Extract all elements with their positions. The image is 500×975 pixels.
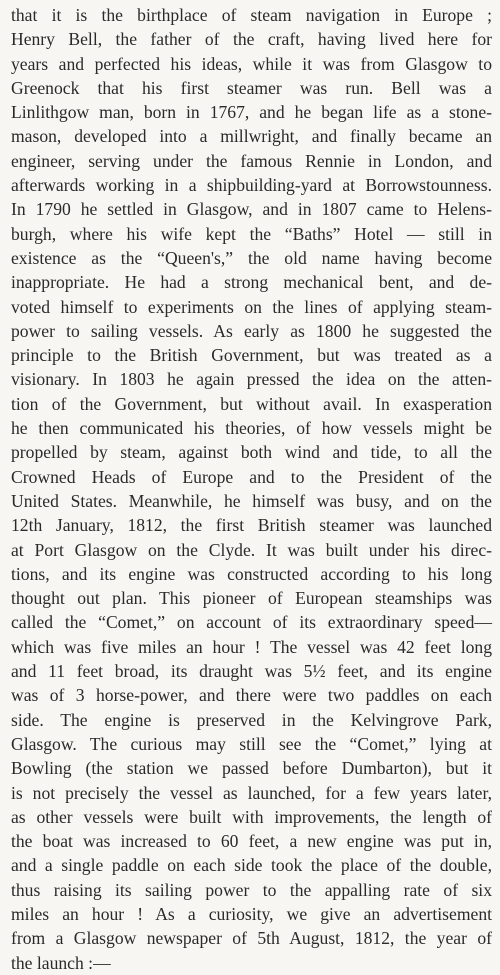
- text-line: Glasgow. The curious may still see the “Comet,” lying at: [11, 733, 492, 754]
- text-line: voted himself to experiments on the lines of applying steam-: [11, 296, 492, 317]
- text-line: side. The engine is preserved in the Kelvingrove Park,: [11, 709, 492, 730]
- text-line: visionary. In 1803 he again pressed the idea on the atten-: [11, 369, 492, 390]
- text-line: is not precisely the vessel as launched, for a few years later,: [11, 782, 492, 803]
- text-line: years and perfected his ideas, while it was from Glasgow to: [11, 53, 492, 74]
- text-line: and 11 feet broad, its draught was 5½ feet, and its engine: [11, 661, 492, 682]
- text-line: tions, and its engine was constructed according to his long: [11, 563, 492, 584]
- text-line: was of 3 horse-power, and there were two paddles on each: [11, 685, 492, 706]
- text-line: that it is the birthplace of steam navigation in Europe ;: [11, 5, 492, 25]
- text-line: thought out plan. This pioneer of European steamships was: [11, 588, 492, 609]
- text-line: at Port Glasgow on the Clyde. It was built under his direc-: [11, 539, 492, 560]
- text-line: tion of the Government, but without avail. In exasperation: [11, 393, 492, 414]
- text-line: from a Glasgow newspaper of 5th August, 1812, the year of: [11, 928, 492, 949]
- text-line: existence as the “Queen's,” the old name having become: [11, 247, 492, 268]
- text-line: thus raising its sailing power to the appalling rate of six: [11, 879, 492, 900]
- text-line: Linlithgow man, born in 1767, and he began life as a stone-: [11, 102, 492, 123]
- text-line: In 1790 he settled in Glasgow, and in 1807 came to Helens-: [11, 199, 492, 220]
- text-line: engineer, serving under the famous Rennie in London, and: [11, 150, 492, 171]
- text-line: principle to the British Government, but was treated as a: [11, 345, 492, 366]
- text-line: the launch :—: [11, 952, 111, 973]
- text-line: inappropriate. He had a strong mechanical bent, and de-: [11, 272, 492, 293]
- text-line: and a single paddle on each side took the place of the double,: [11, 855, 492, 876]
- text-line: burgh, where his wife kept the “Baths” Hotel — still in: [11, 223, 492, 244]
- text-line: he then communicated his theories, of how vessels might be: [11, 418, 492, 439]
- text-line: Crowned Heads of Europe and to the President of the: [11, 466, 492, 487]
- text-line: 12th January, 1812, the first British steamer was launched: [11, 515, 492, 536]
- text-line: the boat was increased to 60 feet, a new engine was put in,: [11, 831, 492, 852]
- text-line: miles an hour ! As a curiosity, we give an advertisement: [11, 903, 492, 924]
- text-line: as other vessels were built with improvements, the length of: [11, 806, 492, 827]
- text-line: Henry Bell, the father of the craft, having lived here for: [11, 29, 492, 50]
- text-line: Greenock that his first steamer was run. Bell was a: [11, 77, 492, 98]
- text-line: power to sailing vessels. As early as 1800 he suggested the: [11, 320, 492, 341]
- text-line: United States. Meanwhile, he himself was busy, and on the: [11, 490, 492, 511]
- text-line: afterwards working in a shipbuilding-yard at Borrowstounness.: [11, 175, 492, 196]
- text-line: which was five miles an hour ! The vessel was 42 feet long: [11, 636, 492, 657]
- text-line: called the “Comet,” on account of its extraordinary speed—: [11, 612, 492, 633]
- text-line: propelled by steam, against both wind and tide, to all the: [11, 442, 492, 463]
- text-line: Bowling (the station we passed before Dumbarton), but it: [11, 758, 492, 779]
- body-text: [11, 3, 492, 975]
- text-line: mason, developed into a millwright, and finally became an: [11, 126, 492, 147]
